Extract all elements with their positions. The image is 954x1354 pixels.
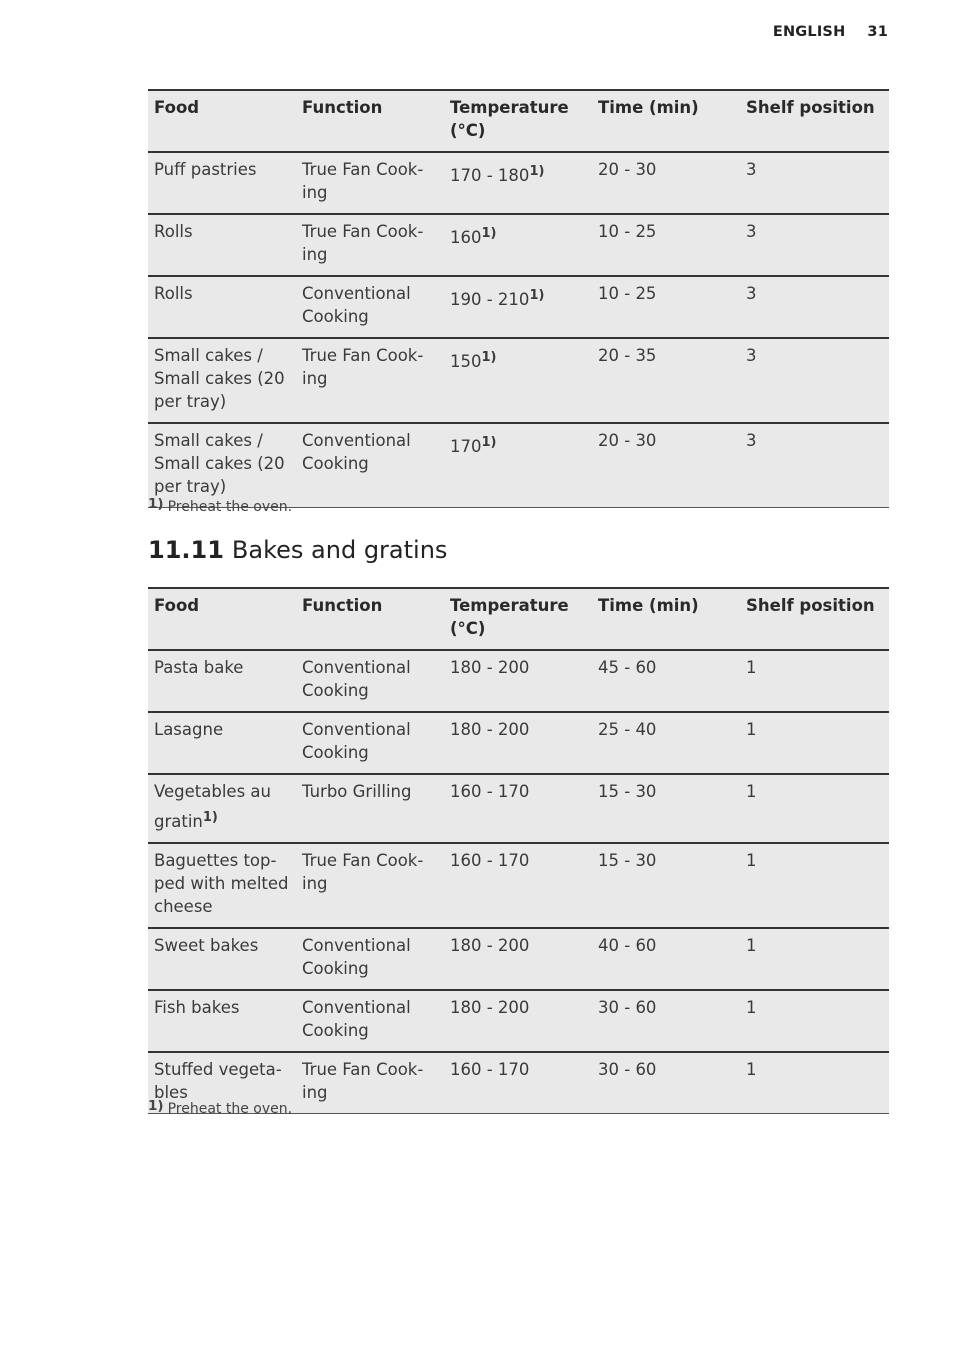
cell-food: Lasagne — [148, 712, 296, 774]
section-number: 11.11 — [148, 536, 224, 564]
cell-time: 45 - 60 — [592, 650, 740, 712]
cell-food — [148, 774, 296, 843]
cell-temperature — [444, 152, 592, 214]
column-header-temperature: Temperature (°C) — [444, 588, 592, 650]
cell-shelf: 3 — [740, 214, 889, 276]
table-header-row — [148, 588, 889, 650]
cell-temperature — [444, 423, 592, 508]
table-row — [148, 276, 889, 338]
cell-shelf: 1 — [740, 774, 889, 843]
cell-shelf: 3 — [740, 423, 889, 508]
cell-temperature: 180 - 200 — [444, 650, 592, 712]
footnote-mark: 1) — [148, 496, 164, 512]
cell-shelf: 1 — [740, 650, 889, 712]
cell-shelf: 3 — [740, 152, 889, 214]
temperature-value: 160 — [450, 228, 482, 247]
cell-time: 20 - 30 — [592, 423, 740, 508]
cell-function: Conventional Cooking — [296, 928, 444, 990]
footnote-text: Preheat the oven. — [167, 1101, 293, 1117]
footnote-text: Preheat the oven. — [167, 499, 293, 515]
cell-food: Pasta bake — [148, 650, 296, 712]
cell-function: True Fan Cook-ing — [296, 152, 444, 214]
table-row — [148, 843, 889, 928]
cell-time: 40 - 60 — [592, 928, 740, 990]
cell-temperature: 160 - 170 — [444, 843, 592, 928]
cell-temperature: 160 - 170 — [444, 774, 592, 843]
cell-time: 30 - 60 — [592, 990, 740, 1052]
temperature-value: 190 - 210 — [450, 290, 530, 309]
table-1-footnote — [148, 496, 292, 515]
cell-function: Conventional Cooking — [296, 650, 444, 712]
cell-time: 15 - 30 — [592, 843, 740, 928]
cell-food: Fish bakes — [148, 990, 296, 1052]
cell-time: 10 - 25 — [592, 214, 740, 276]
cell-food: Stuffed vegeta-bles — [148, 1052, 296, 1114]
cell-food: Baguettes top-ped with melted cheese — [148, 843, 296, 928]
footnote-ref: 1) — [529, 164, 545, 179]
food-name: Vegetables au gratin — [154, 782, 271, 831]
cell-function: Turbo Grilling — [296, 774, 444, 843]
table-row — [148, 990, 889, 1052]
footnote-ref: 1) — [481, 226, 497, 241]
section-heading: Bakes and gratins — [231, 536, 448, 564]
table-row — [148, 338, 889, 423]
table-row — [148, 928, 889, 990]
cell-shelf: 1 — [740, 990, 889, 1052]
cell-function: Conventional Cooking — [296, 276, 444, 338]
language-label: ENGLISH — [772, 24, 846, 40]
cell-time: 20 - 35 — [592, 338, 740, 423]
baking-table-1 — [148, 89, 889, 508]
column-header-function: Function — [296, 90, 444, 152]
column-header-time: Time (min) — [592, 90, 740, 152]
temperature-value: 170 — [450, 437, 482, 456]
cell-food: Puff pastries — [148, 152, 296, 214]
cell-food: Small cakes / Small cakes (20 per tray) — [148, 423, 296, 508]
table-row — [148, 712, 889, 774]
table-row — [148, 650, 889, 712]
column-header-time: Time (min) — [592, 588, 740, 650]
footnote-ref: 1) — [529, 288, 545, 303]
page-header — [773, 22, 888, 40]
column-header-temperature: Temperature (°C) — [444, 90, 592, 152]
cell-time: 20 - 30 — [592, 152, 740, 214]
cell-shelf: 3 — [740, 276, 889, 338]
cell-time: 30 - 60 — [592, 1052, 740, 1114]
cell-food: Small cakes / Small cakes (20 per tray) — [148, 338, 296, 423]
cell-time: 10 - 25 — [592, 276, 740, 338]
cell-temperature — [444, 214, 592, 276]
cell-shelf: 3 — [740, 338, 889, 423]
cell-temperature — [444, 338, 592, 423]
cell-temperature: 160 - 170 — [444, 1052, 592, 1114]
cell-function: Conventional Cooking — [296, 423, 444, 508]
cell-time: 25 - 40 — [592, 712, 740, 774]
column-header-shelf: Shelf position — [740, 588, 889, 650]
cell-temperature: 180 - 200 — [444, 990, 592, 1052]
cell-shelf: 1 — [740, 928, 889, 990]
cell-function: Conventional Cooking — [296, 712, 444, 774]
footnote-ref: 1) — [481, 350, 497, 365]
cell-shelf: 1 — [740, 1052, 889, 1114]
footnote-mark: 1) — [148, 1098, 164, 1114]
column-header-food: Food — [148, 588, 296, 650]
cell-function: Conventional Cooking — [296, 990, 444, 1052]
temperature-value: 150 — [450, 352, 482, 371]
table-header-row — [148, 90, 889, 152]
page-number: 31 — [867, 24, 888, 40]
cell-temperature: 180 - 200 — [444, 928, 592, 990]
column-header-shelf: Shelf position — [740, 90, 889, 152]
cell-function: True Fan Cook-ing — [296, 214, 444, 276]
cell-food: Rolls — [148, 276, 296, 338]
section-title — [148, 536, 447, 564]
table-row — [148, 423, 889, 508]
cell-function: True Fan Cook-ing — [296, 338, 444, 423]
footnote-ref: 1) — [481, 435, 497, 450]
cell-function: True Fan Cook-ing — [296, 1052, 444, 1114]
bakes-gratins-table — [148, 587, 889, 1114]
table-row — [148, 214, 889, 276]
cell-food: Sweet bakes — [148, 928, 296, 990]
cell-food: Rolls — [148, 214, 296, 276]
cell-function: True Fan Cook-ing — [296, 843, 444, 928]
temperature-value: 170 - 180 — [450, 166, 530, 185]
table-row — [148, 152, 889, 214]
table-row — [148, 774, 889, 843]
footnote-ref: 1) — [202, 810, 218, 825]
table-2-footnote — [148, 1098, 292, 1117]
column-header-function: Function — [296, 588, 444, 650]
cell-time: 15 - 30 — [592, 774, 740, 843]
cell-shelf: 1 — [740, 843, 889, 928]
cell-temperature — [444, 276, 592, 338]
cell-shelf: 1 — [740, 712, 889, 774]
column-header-food: Food — [148, 90, 296, 152]
cell-temperature: 180 - 200 — [444, 712, 592, 774]
